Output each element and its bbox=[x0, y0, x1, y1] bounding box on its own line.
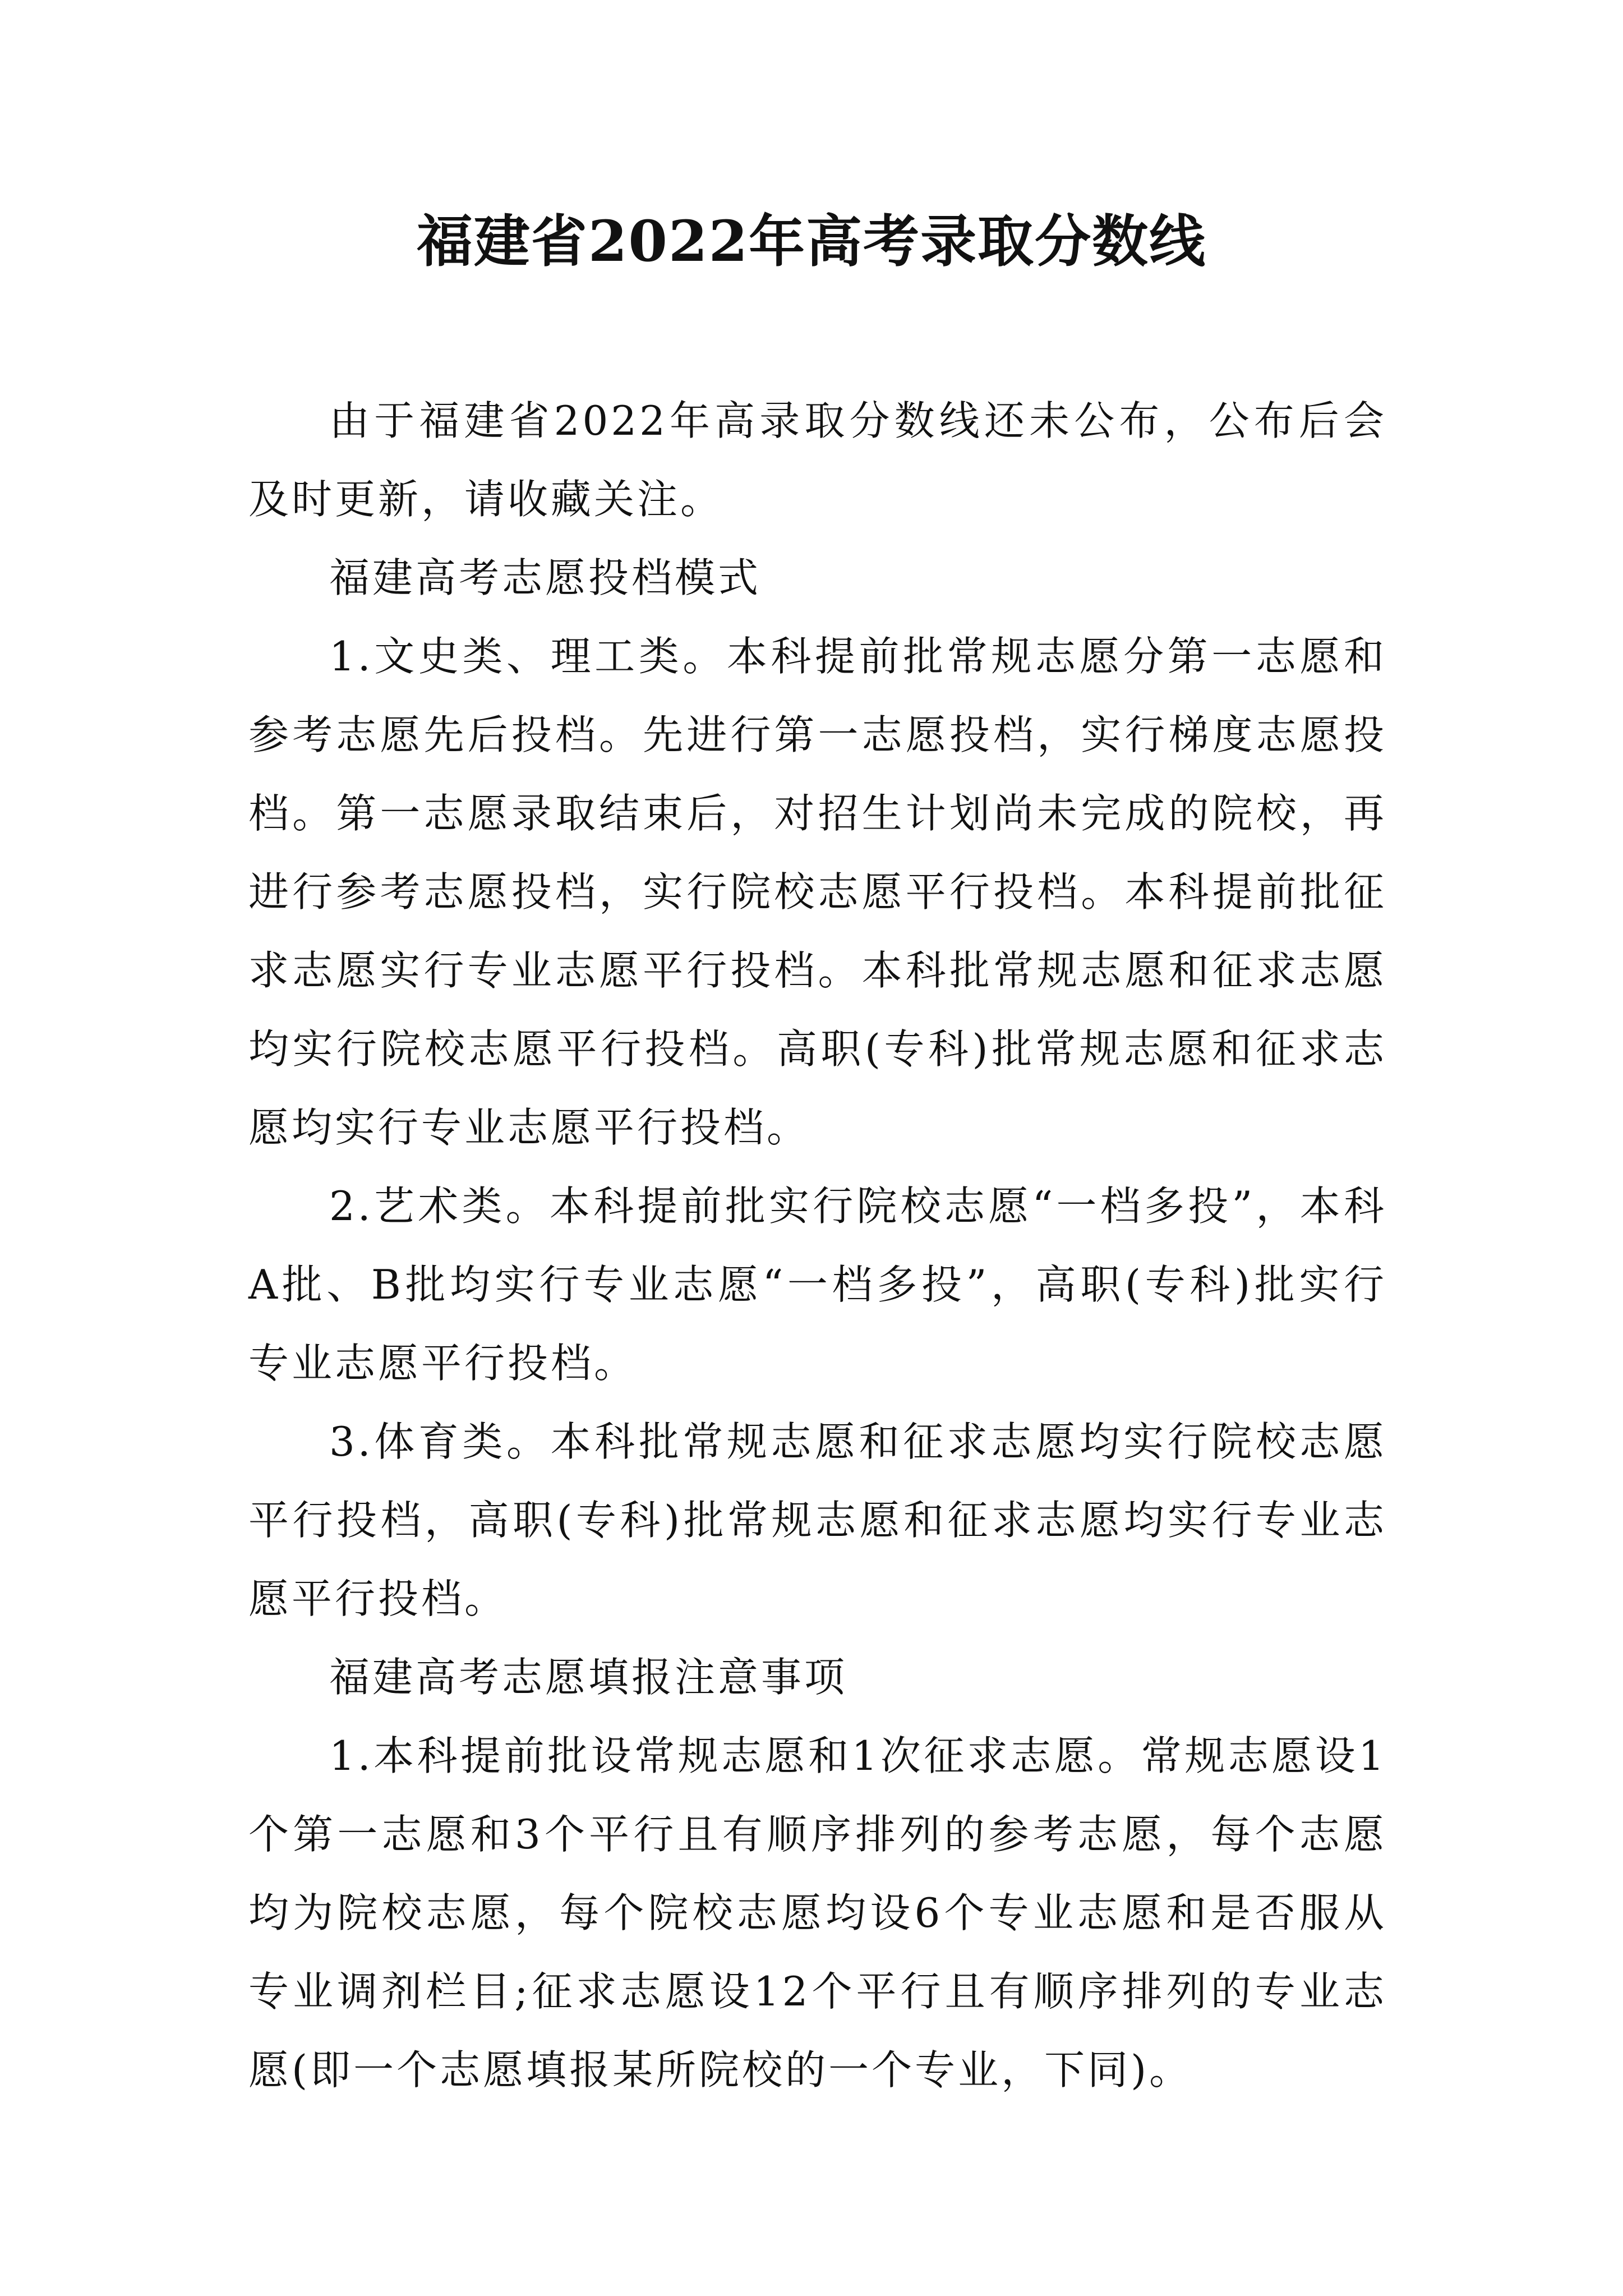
paragraph-arts: 2.艺术类。本科提前批实行院校志愿“一档多投”，本科A批、B批均实行专业志愿“一档多投”，高职(专科)批实行专业志愿平行投档。 bbox=[248, 1182, 1387, 1387]
document-body bbox=[248, 381, 1387, 2109]
paragraph-liberal-science: 1.文史类、理工类。本科提前批常规志愿分第一志愿和参考志愿先后投档。先进行第一志愿投档，实行梯度志愿投档。第一志愿录取结束后，对招生计划尚未完成的院校，再进行参考志愿投档，实行院校志愿平行投档。本科提前批征求志愿实行专业志愿平行投档。本科批常规志愿和征求志愿均实行院校志愿平行投档。高职(专科)批常规志愿和征求志愿均实行专业志愿平行投档。 bbox=[248, 633, 1387, 1151]
paragraph-notice: 由于福建省2022年高录取分数线还未公布，公布后会及时更新，请收藏关注。 bbox=[248, 397, 1387, 523]
page-title: 福建省2022年高考录取分数线 bbox=[416, 208, 1207, 274]
paragraph-early-batch: 1.本科提前批设常规志愿和1次征求志愿。常规志愿设1个第一志愿和3个平行且有顺序排列的参考志愿，每个志愿均为院校志愿，每个院校志愿均设6个专业志愿和是否服从专业调剂栏目;征求志愿设12个平行且有顺序排列的专业志愿(即一个志愿填报某所院校的一个专业，下同)。 bbox=[248, 1732, 1387, 2093]
section-heading-admission-mode: 福建高考志愿投档模式 bbox=[329, 554, 762, 601]
section-heading-filing-notes: 福建高考志愿填报注意事项 bbox=[329, 1654, 848, 1701]
paragraph-sports: 3.体育类。本科批常规志愿和征求志愿均实行院校志愿平行投档，高职(专科)批常规志愿和征求志愿均实行专业志愿平行投档。 bbox=[248, 1418, 1387, 1622]
